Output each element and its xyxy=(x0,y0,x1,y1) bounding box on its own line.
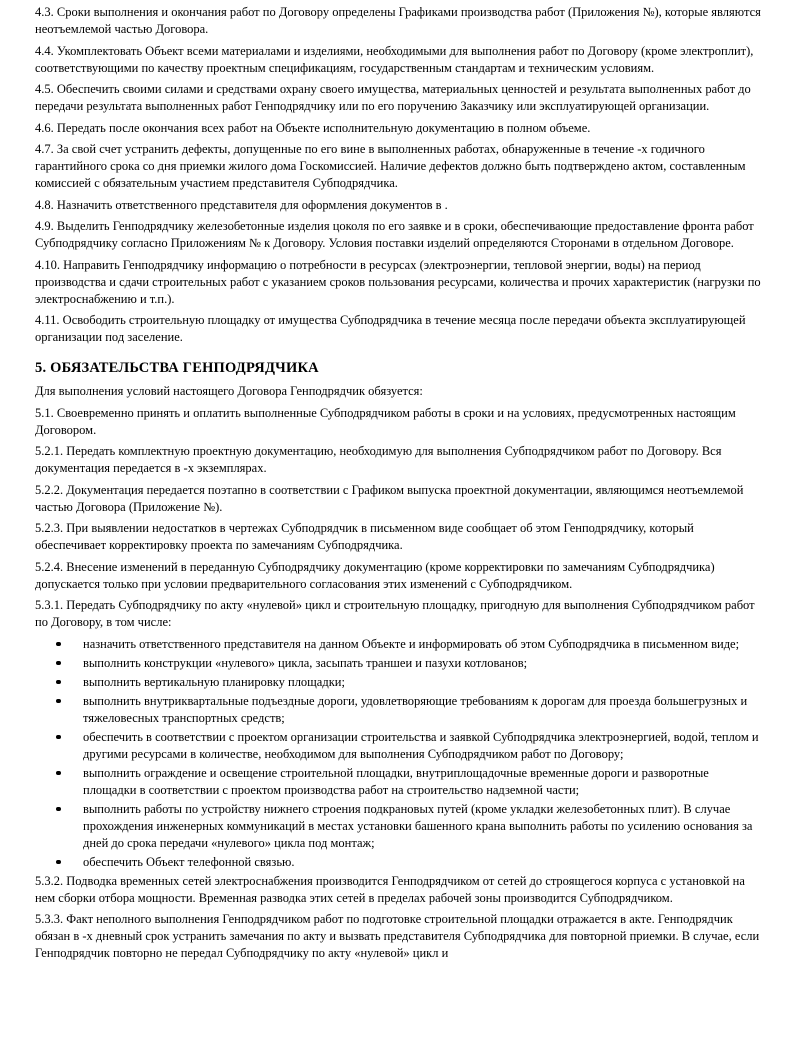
bullet-item-text: назначить ответственного представителя на данном Объекте и информировать об этом Субподрядчика в письменном виде; xyxy=(83,636,740,651)
clause-paragraph-5-2-2: 5.2.2. Документация передается поэтапно в соответствии с Графиком выпуска проектной документации, являющимся неотъемлемой частью Договора (Приложение №). xyxy=(35,482,744,514)
clause-paragraph-4-6: 4.6. Передать после окончания всех работ на Объекте исполнительную документацию в полном объеме. xyxy=(35,120,591,135)
bullet-item-text: обеспечить в соответствии с проектом организации строительства и заявкой Субподрядчика электроэнергией, водой, теплом и другими ресурсами в количестве, необходимом для выполнения Субподрядчиком работ по Договору; xyxy=(83,729,759,761)
bullet-icon xyxy=(56,642,61,647)
bullet-item xyxy=(35,765,763,799)
clause-paragraph-4-7: 4.7. За свой счет устранить дефекты, допущенные по его вине в выполненных работах, обнаруженные в течение -х годичного гарантийного срока со дня приемки жилого дома Госкомиссией. Наличие дефектов должно быть подтверждено актом, составленным комиссией с обязательным участием представителя Субподрядчика. xyxy=(35,142,746,190)
bullet-item xyxy=(35,729,763,763)
bullet-item xyxy=(35,693,763,727)
bullet-item xyxy=(35,655,763,672)
bullet-item xyxy=(35,854,763,871)
clause-paragraph-5-2-4: 5.2.4. Внесение изменений в переданную Субподрядчику документацию (кроме корректировки по замечаниям Субподрядчика) допускается только при условии предварительного согласования этих изменений с Субподрядчиком. xyxy=(35,559,715,591)
clause-paragraph-4-5: 4.5. Обеспечить своими силами и средствами охрану своего имущества, материальных ценностей и результата выполненных работ до передачи результата выполненных работ Генподрядчику или по его поручению Заказчику или эксплуатирующей организации. xyxy=(35,82,751,113)
clause-paragraph-4-10: 4.10. Направить Генподрядчику информацию о потребности в ресурсах (электроэнергии, тепловой энергии, воды) на период производства и сдачи строительных работ с указанием сроков пользования ресурсами, количества и прочих характеристик (нагрузки по электроснабжению и т.п.). xyxy=(35,257,761,306)
clause-paragraph-5-3-1: 5.3.1. Передать Субподрядчику по акту «нулевой» цикл и строительную площадку, пригодную для выполнения Субподрядчиком работ по Договору, в том числе: xyxy=(35,598,755,629)
bullet-item-text: выполнить вертикальную планировку площадки; xyxy=(83,674,345,689)
bullet-icon xyxy=(56,771,61,776)
bullet-item-text: выполнить ограждение и освещение строительной площадки, внутриплощадочные временные дороги и разворотные площадки в соответствии с проектом производства работ на строительство надземной части; xyxy=(83,765,709,797)
bullet-item xyxy=(35,674,763,691)
clause-paragraph-4-3: 4.3. Сроки выполнения и окончания работ по Договору определены Графиками производства работ (Приложения №), которые являются неотъемлемой частью Договора. xyxy=(35,5,761,36)
clause-paragraph-5-3-3: 5.3.3. Факт неполного выполнения Генподрядчиком работ по подготовке строительной площадки отражается в акте. Генподрядчик обязан в -х дневный срок устранить замечания по акту и вызвать представителя Субподрядчика для повторной приемки. В случае, если Генподрядчик повторно не передал Субподрядчику по акту «нулевой» цикл и xyxy=(35,912,760,960)
bullet-icon xyxy=(56,661,61,666)
section-heading: 5. ОБЯЗАТЕЛЬСТВА ГЕНПОДРЯДЧИКА xyxy=(35,360,319,376)
bullet-item-text: выполнить конструкции «нулевого» цикла, засыпать траншеи и пазухи котлованов; xyxy=(83,655,528,670)
bullet-icon xyxy=(56,807,61,812)
bullet-item-text: обеспечить Объект телефонной связью. xyxy=(83,854,295,869)
clause-paragraph-5-3-2: 5.3.2. Подводка временных сетей электроснабжения производится Генподрядчиком от сетей до строящегося корпуса с установкой на нем сборки отбора мощности. Временная разводка этих сетей в пределах рабочей зоны производится Субподрядчиком. xyxy=(35,873,745,905)
clause-paragraph-4-4: 4.4. Укомплектовать Объект всеми материалами и изделиями, необходимыми для выполнения работ по Договору (кроме электроплит), соответствующими по качеству проектным спецификациям, государственным стандартам и техническим условиям. xyxy=(35,43,754,75)
clause-paragraph-5-1: 5.1. Своевременно принять и оплатить выполненные Субподрядчиком работы в сроки и на условиях, предусмотренных настоящим Договором. xyxy=(35,405,736,437)
clause-paragraph-4-8: 4.8. Назначить ответственного представителя для оформления документов в . xyxy=(35,197,448,212)
bullet-icon xyxy=(56,680,61,685)
bullet-item xyxy=(35,801,763,852)
bullet-list xyxy=(35,636,763,871)
section-intro-paragraph: Для выполнения условий настоящего Договора Генподрядчик обязуется: xyxy=(35,384,423,398)
bullet-icon xyxy=(56,699,61,704)
bullet-icon xyxy=(56,860,61,865)
bullet-item-text: выполнить внутриквартальные подъездные дороги, удовлетворяющие требованиям к дорогам для проезда большегрузных и тяжеловесных транспортных средств; xyxy=(83,693,748,725)
bullet-icon xyxy=(56,735,61,740)
clause-paragraph-5-2-3: 5.2.3. При выявлении недостатков в чертежах Субподрядчик в письменном виде сообщает об этом Генподрядчику, который обеспечивает корректировку проекта по замечаниям Субподрядчика. xyxy=(35,521,694,552)
clause-paragraph-5-2-1: 5.2.1. Передать комплектную проектную документацию, необходимую для выполнения Субподрядчиком работ по Договору. Вся документация передается в -х экземплярах. xyxy=(35,444,722,475)
clause-paragraph-4-11: 4.11. Освободить строительную площадку от имущества Субподрядчика в течение месяца после передачи объекта эксплуатирующей организации под заселение. xyxy=(35,313,746,344)
clause-paragraph-4-9: 4.9. Выделить Генподрядчику железобетонные изделия цоколя по его заявке и в сроки, обеспечивающие предоставление фронта работ Субподрядчику согласно Приложениям № к Договору. Условия поставки изделий определяются Сторонами в отдельном Договоре. xyxy=(35,219,754,250)
bullet-item-text: выполнить работы по устройству нижнего строения подкрановых путей (кроме укладки железобетонных плит). В случае прохождения инженерных коммуникаций в местах установки башенного крана выполнить работы по усилению основания за дней до срока передачи «нулевого» цикла под монтаж; xyxy=(83,801,753,850)
bullet-item xyxy=(35,636,763,653)
